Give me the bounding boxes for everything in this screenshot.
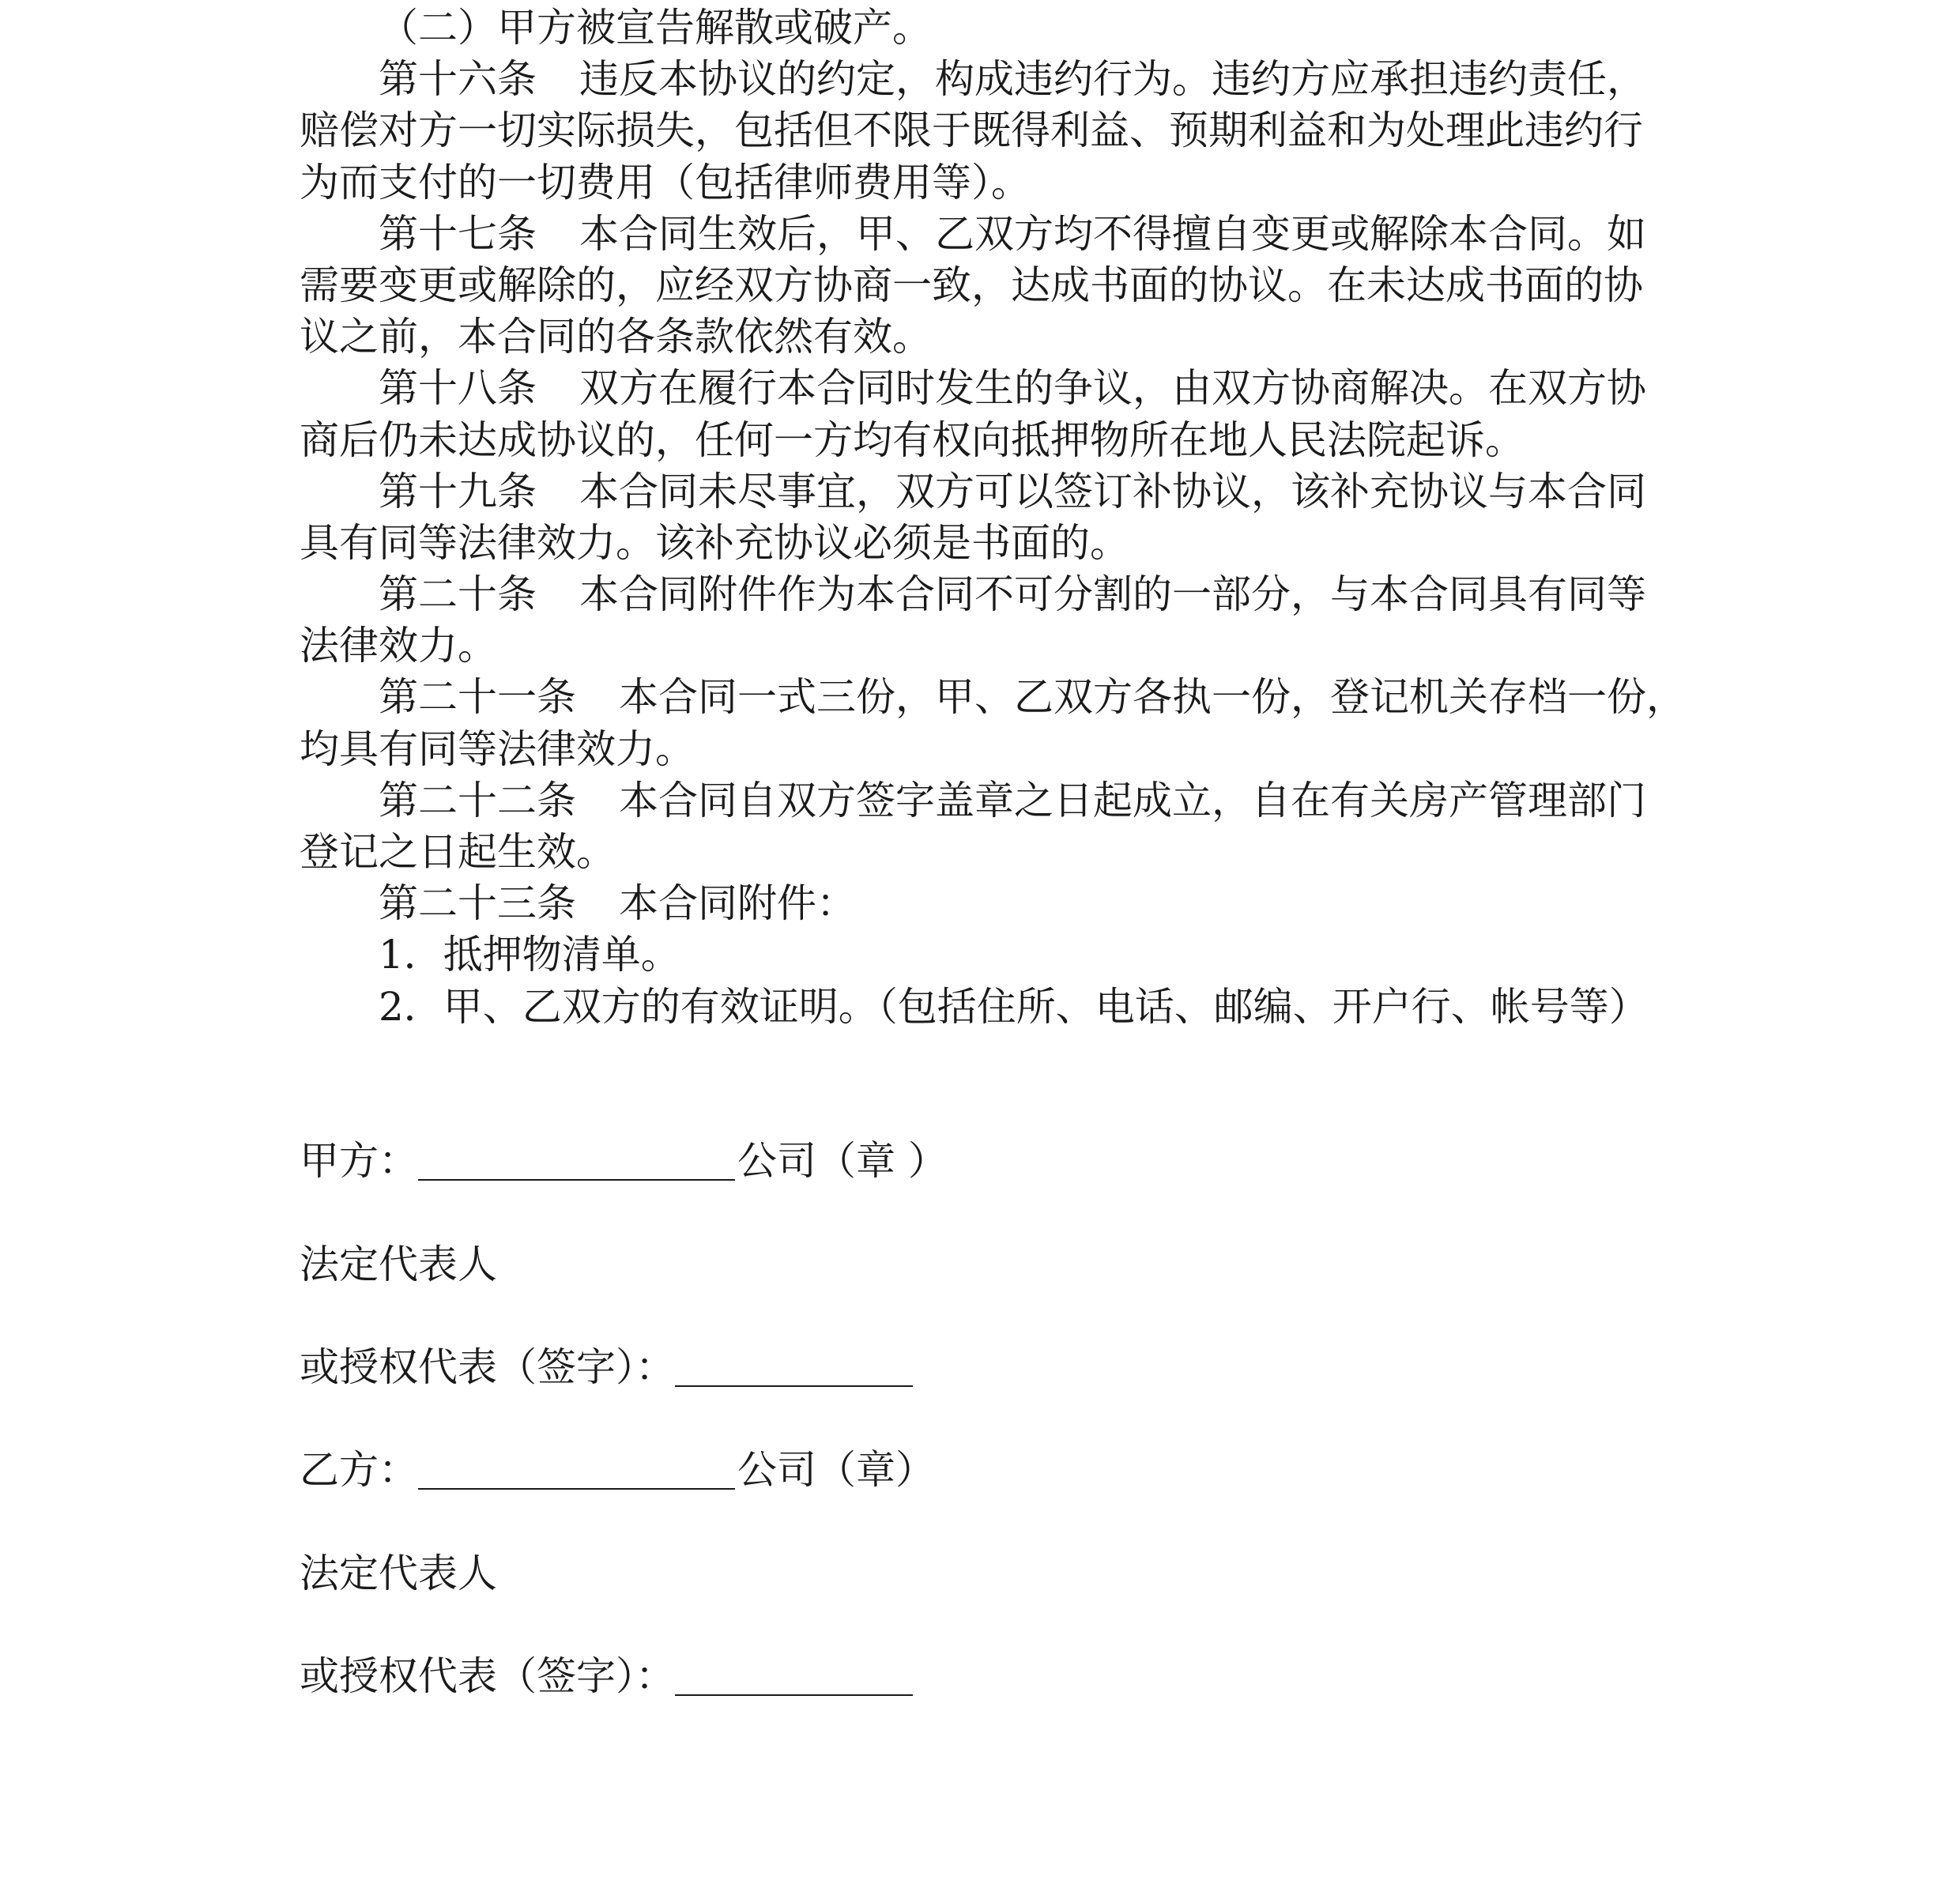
article-22-first-line [300, 775, 1880, 827]
article-19-first-line [300, 466, 1880, 518]
article-23-text: 本合同附件： [619, 880, 856, 927]
article-16-text: 赔偿对方一切实际损失，包括但不限于既得利益、预期利益和为处理此违约行 [300, 107, 1643, 154]
party-b-legal-rep: 法定代表人 [300, 1550, 497, 1596]
party-a-label: 甲方： [300, 1138, 418, 1185]
article-21-text: 均具有同等法律效力。 [300, 725, 695, 772]
article-16-text: 违反本协议的约定，构成违约行为。违约方应承担违约责任， [579, 56, 1646, 103]
party-a-company-blank [418, 1178, 735, 1181]
article-23-heading: 第二十三条 [379, 880, 576, 927]
article-18-heading: 第十八条 [379, 365, 537, 412]
article-21-text: 本合同一式三份，甲、乙双方各执一份，登记机关存档一份， [619, 674, 1686, 721]
clause-item-line: （二）甲方被宣告解散或破产。 [379, 5, 932, 51]
article-17-text: 需要变更或解除的，应经双方协商一致，达成书面的协议。在未达成书面的协 [300, 262, 1643, 308]
party-a-authorized-rep-line [300, 1342, 1880, 1393]
article-22-heading: 第二十二条 [379, 777, 576, 823]
article-19-text: 本合同未尽事宜，双方可以签订补协议，该补充协议与本合同 [579, 468, 1646, 514]
article-23-first-line [300, 878, 1880, 929]
article-17-text: 议之前，本合同的各条款依然有效。 [300, 314, 932, 360]
party-b-signature-blank [675, 1694, 913, 1696]
article-20-text: 法律效力。 [300, 623, 497, 669]
attachment-item: 1．抵押物清单。 [379, 932, 680, 978]
party-b-label: 乙方： [300, 1447, 418, 1494]
article-17-heading: 第十七条 [379, 210, 537, 257]
article-22-text: 登记之日起生效。 [300, 829, 616, 875]
party-b-signature-line [300, 1445, 1880, 1496]
attachment-item: 2．甲、乙双方的有效证明。（包括住所、电话、邮编、开户行、帐号等） [379, 983, 1649, 1030]
party-b-company-seal: 公司（章） [737, 1447, 935, 1494]
party-b-company-blank [418, 1487, 735, 1490]
article-16-first-line [300, 54, 1880, 105]
article-19-heading: 第十九条 [379, 468, 537, 514]
party-a-signature-line [300, 1136, 1880, 1187]
party-a-signature-blank [675, 1385, 913, 1387]
article-20-heading: 第二十条 [379, 571, 537, 618]
article-17-first-line [300, 209, 1880, 260]
article-18-text: 商后仍未达成协议的，任何一方均有权向抵押物所在地人民法院起诉。 [300, 416, 1525, 463]
article-21-heading: 第二十一条 [379, 674, 576, 721]
article-17-text: 本合同生效后，甲、乙双方均不得擅自变更或解除本合同。如 [579, 210, 1646, 257]
party-b-authorized-rep-label: 或授权代表（签字）： [300, 1653, 675, 1700]
party-b-authorized-rep-line [300, 1651, 1880, 1702]
article-20-first-line [300, 569, 1880, 620]
article-21-first-line [300, 672, 1880, 723]
party-a-company-seal: 公司（章 ） [737, 1138, 948, 1185]
article-20-text: 本合同附件作为本合同不可分割的一部分，与本合同具有同等 [579, 571, 1646, 618]
article-18-first-line [300, 363, 1880, 414]
document-page [300, 2, 1880, 1702]
party-a-legal-rep: 法定代表人 [300, 1241, 497, 1287]
article-19-text: 具有同等法律效力。该补充协议必须是书面的。 [300, 519, 1129, 566]
party-a-authorized-rep-label: 或授权代表（签字）： [300, 1343, 675, 1390]
article-22-text: 本合同自双方签字盖章之日起成立，自在有关房产管理部门 [619, 777, 1646, 823]
article-16-heading: 第十六条 [379, 56, 537, 103]
article-16-text: 为而支付的一切费用（包括律师费用等）。 [300, 159, 1031, 205]
article-18-text: 双方在履行本合同时发生的争议，由双方协商解决。在双方协 [579, 365, 1646, 412]
